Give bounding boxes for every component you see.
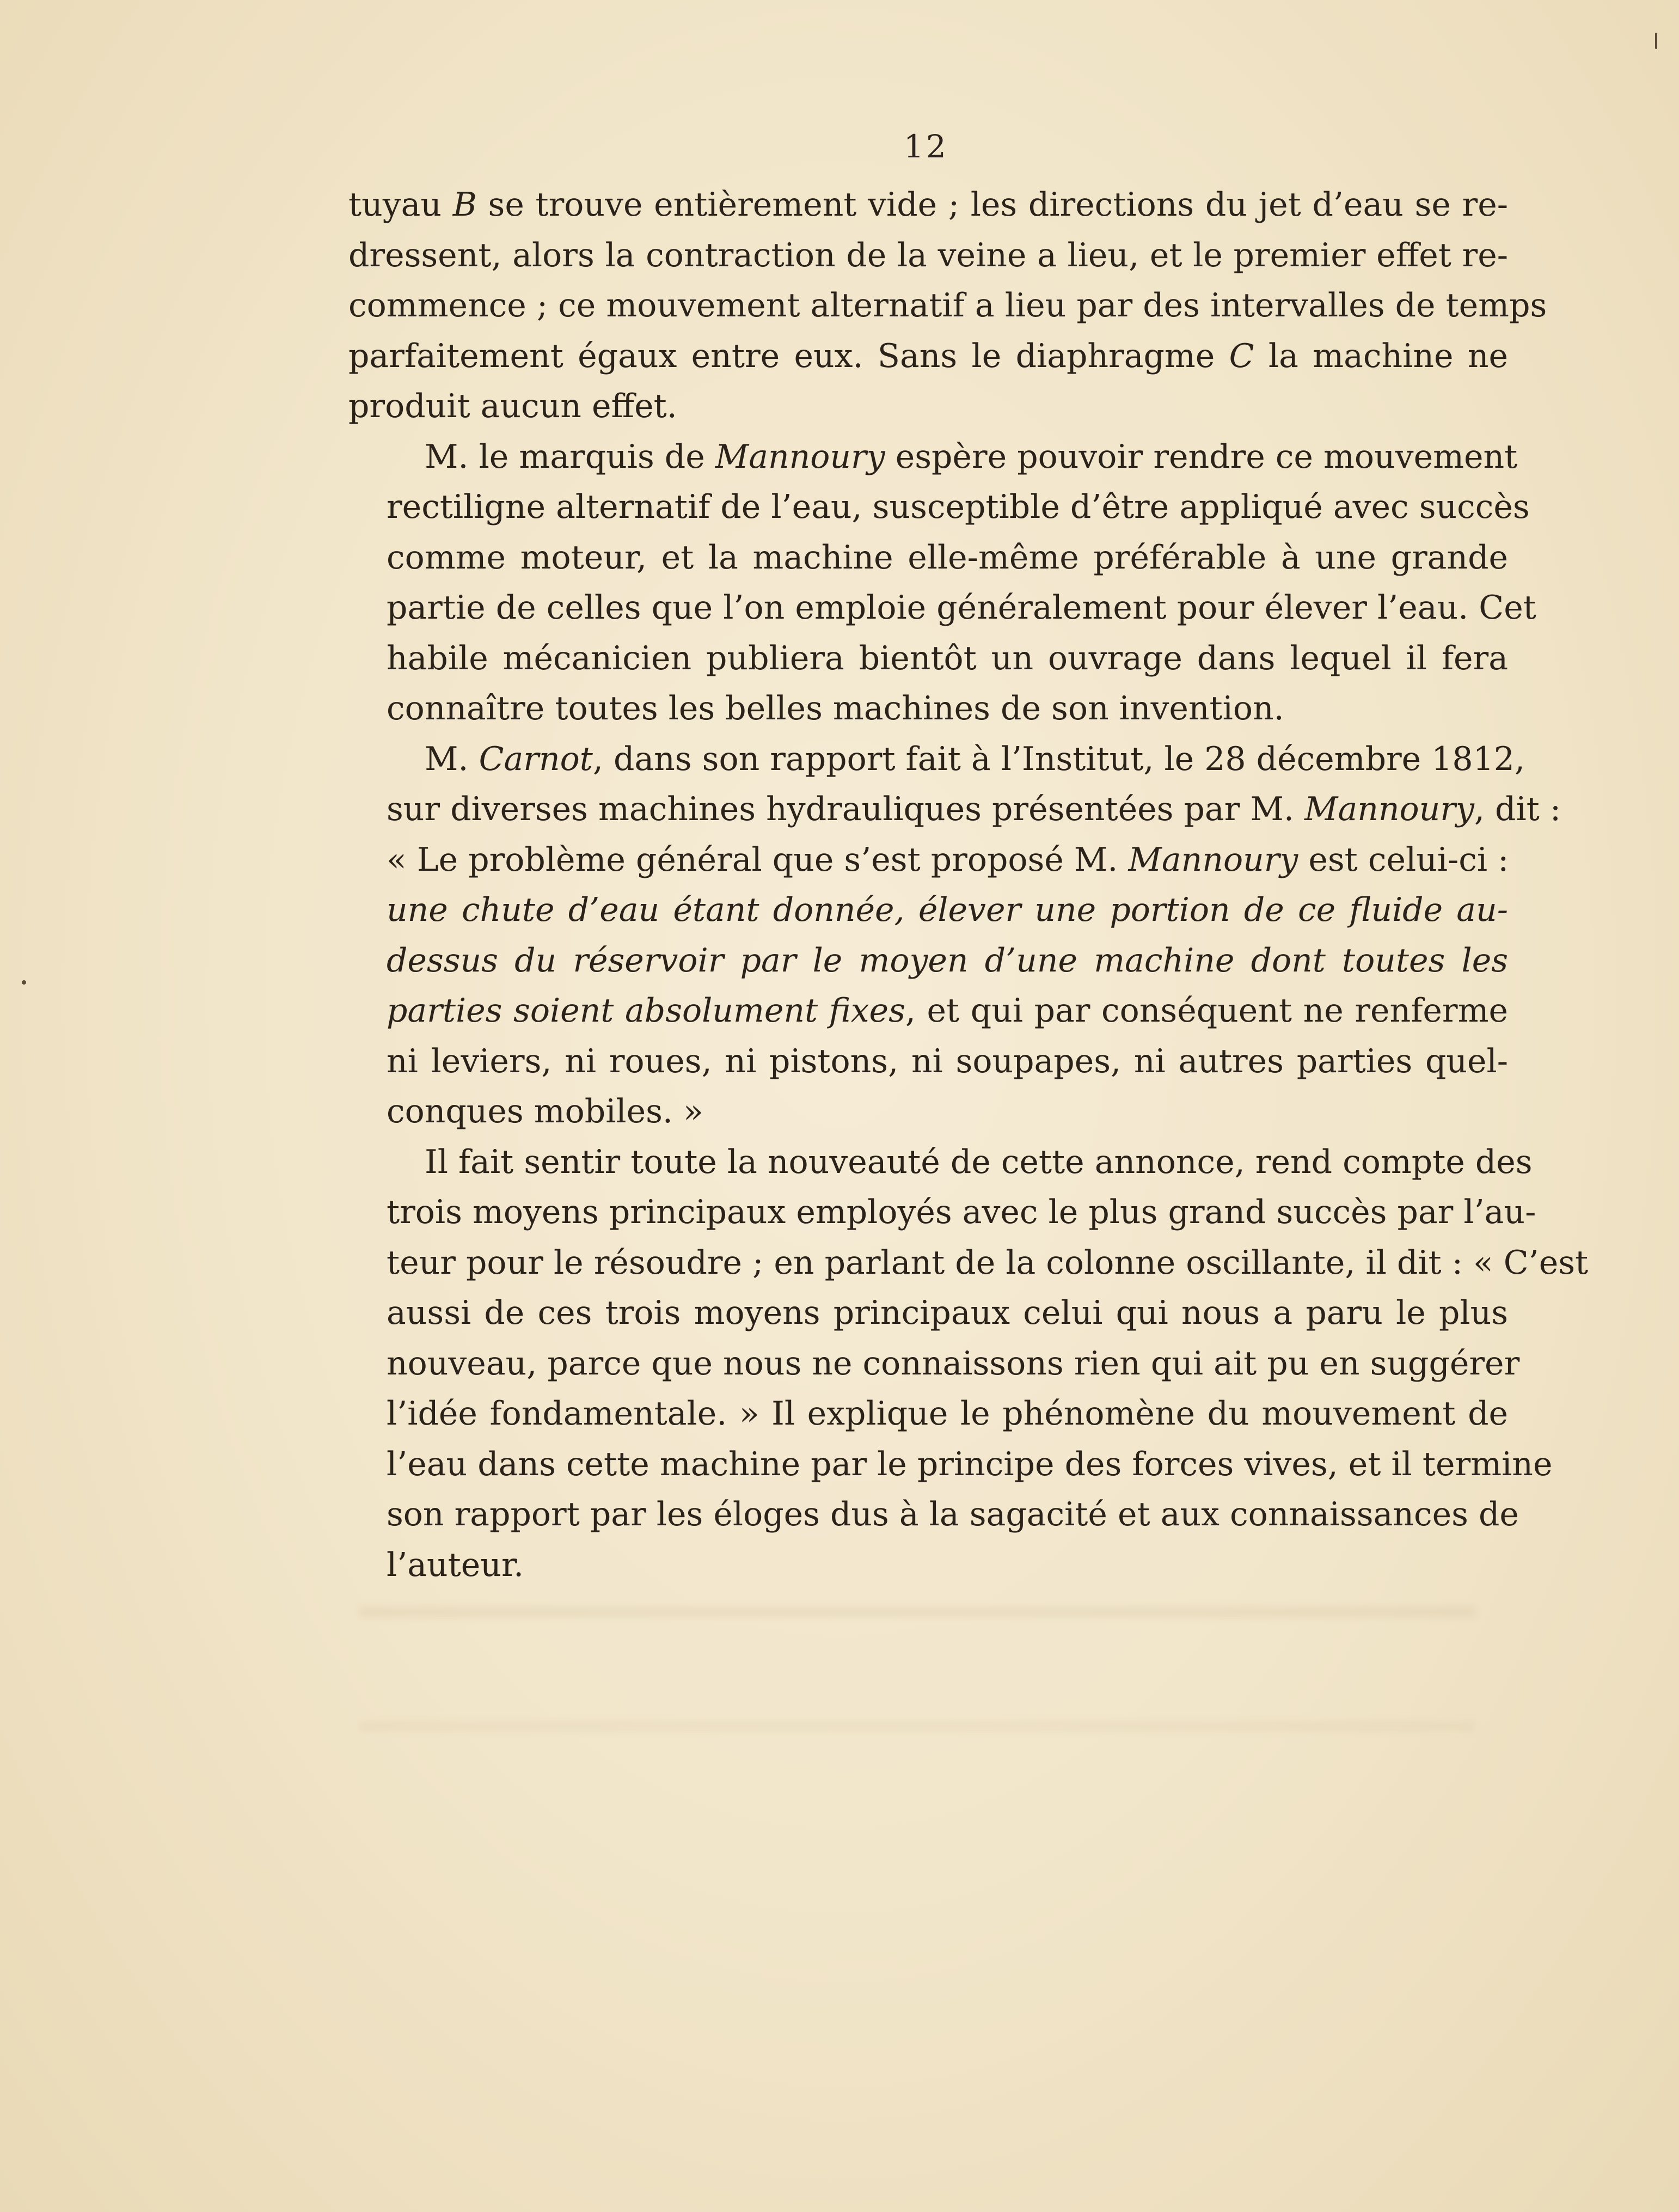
text-line [348,734,1525,785]
text-line [348,230,1508,281]
paper-speck [1655,33,1657,49]
text-line [348,482,1530,533]
text-run: teur pour le résoudre ; en parlant de la colonne oscillante, il dit : « C’est [387,1243,1589,1282]
text-run: commence ; ce mouvement alternatif a lieu par des intervalles de temps [348,286,1547,325]
text-run: sur diverses machines hydrauliques présentées par M. [387,790,1305,828]
text-line [348,986,1508,1036]
paper-speck [22,980,26,985]
text-run: l’idée fondamentale. » Il explique le phénomène du mouvement de [387,1395,1508,1433]
text-run: M. [425,740,479,778]
text-line [348,1540,1508,1591]
italic-text: Mannoury [715,437,885,476]
text-line [348,1238,1589,1288]
italic-text: B [452,186,477,224]
text-line [348,784,1561,835]
bleed-through-shadow [359,1606,1475,1617]
paragraph-p4 [348,1137,1589,1591]
text-run: , et qui par conséquent ne renferme [905,992,1508,1030]
text-run: connaître toutes les belles machines de son invention. [387,689,1284,728]
text-run: trois moyens principaux employés avec le plus grand succès par l’au- [387,1193,1536,1231]
paragraph-p1 [348,180,1547,432]
text-run: habile mécanicien publiera bientôt un ouvrage dans lequel il fera [387,639,1508,677]
text-line [348,381,1508,432]
text-line [348,533,1508,583]
text-run: aussi de ces trois moyens principaux celui qui nous a paru le plus [387,1294,1508,1332]
text-run: ni leviers, ni roues, ni pistons, ni soupapes, ni autres parties quel- [387,1042,1508,1080]
text-run: produit aucun effet. [348,387,677,425]
text-run: se trouve entièrement vide ; les directions du jet d’eau se re- [476,186,1508,224]
text-run: l’auteur. [387,1545,524,1584]
text-line [348,683,1508,734]
text-run: conques mobiles. » [387,1092,703,1131]
text-run: Il fait sentir toute la nouveauté de cette annonce, rend compte des [425,1142,1533,1181]
text-line [348,633,1508,684]
text-line [348,331,1508,382]
text-run: la machine ne [1254,337,1508,375]
italic-text: Mannoury [1304,790,1474,828]
italic-text: une chute d’eau étant donnée, élever une portion de ce fluide au- [387,891,1508,929]
text-line [348,1339,1520,1389]
text-line [348,1086,1508,1137]
text-run: , dans son rapport fait à l’Institut, le 28 décembre 1812, [592,740,1525,778]
text-line [348,936,1508,986]
body-text [348,180,1589,1590]
italic-text: Carnot [479,740,593,778]
text-line [348,583,1536,633]
italic-text: parties soient absolument fixes [387,992,905,1030]
text-run: parfaitement égaux entre eux. Sans le diaphragme [348,337,1229,375]
text-run: l’eau dans cette machine par le principe des forces vives, et il termine [387,1445,1553,1483]
text-run: comme moteur, et la machine elle-même préférable à une grande [387,538,1508,577]
text-run: est celui-ci : [1298,840,1509,879]
bleed-through-shadow [359,1721,1475,1732]
text-run: dressent, alors la contraction de la veine a lieu, et le premier effet re- [348,236,1508,274]
text-run: son rapport par les éloges dus à la sagacité et aux connaissances de [387,1495,1519,1533]
text-run: partie de celles que l’on emploie généralement pour élever l’eau. Cet [387,589,1536,627]
text-line [348,1187,1536,1238]
text-run: espère pouvoir rendre ce mouvement [885,437,1518,476]
italic-text: dessus du réservoir par le moyen d’une machine dont toutes les [387,941,1508,980]
text-line [348,1489,1519,1540]
text-run: , dit : [1474,790,1561,828]
text-run: rectiligne alternatif de l’eau, susceptible d’être appliqué avec succès [387,488,1530,526]
text-run: nouveau, parce que nous ne connaissons rien qui ait pu en suggérer [387,1344,1520,1383]
paragraph-p3 [348,734,1561,1137]
text-line [348,885,1508,936]
text-line [348,835,1508,885]
text-line [348,280,1547,331]
text-line [348,1137,1533,1188]
text-line [348,1389,1508,1439]
text-run: « Le problème général que s’est proposé M. [387,840,1129,879]
text-run: M. le marquis de [425,437,715,476]
paragraph-p2 [348,432,1536,734]
text-line [348,1288,1508,1339]
text-line [348,1036,1508,1087]
text-run: tuyau [348,186,453,224]
italic-text: C [1229,337,1254,375]
page-number: 12 [904,128,948,165]
text-line [348,180,1508,230]
italic-text: Mannoury [1128,840,1298,879]
text-line [348,1439,1553,1490]
text-line [348,432,1518,482]
